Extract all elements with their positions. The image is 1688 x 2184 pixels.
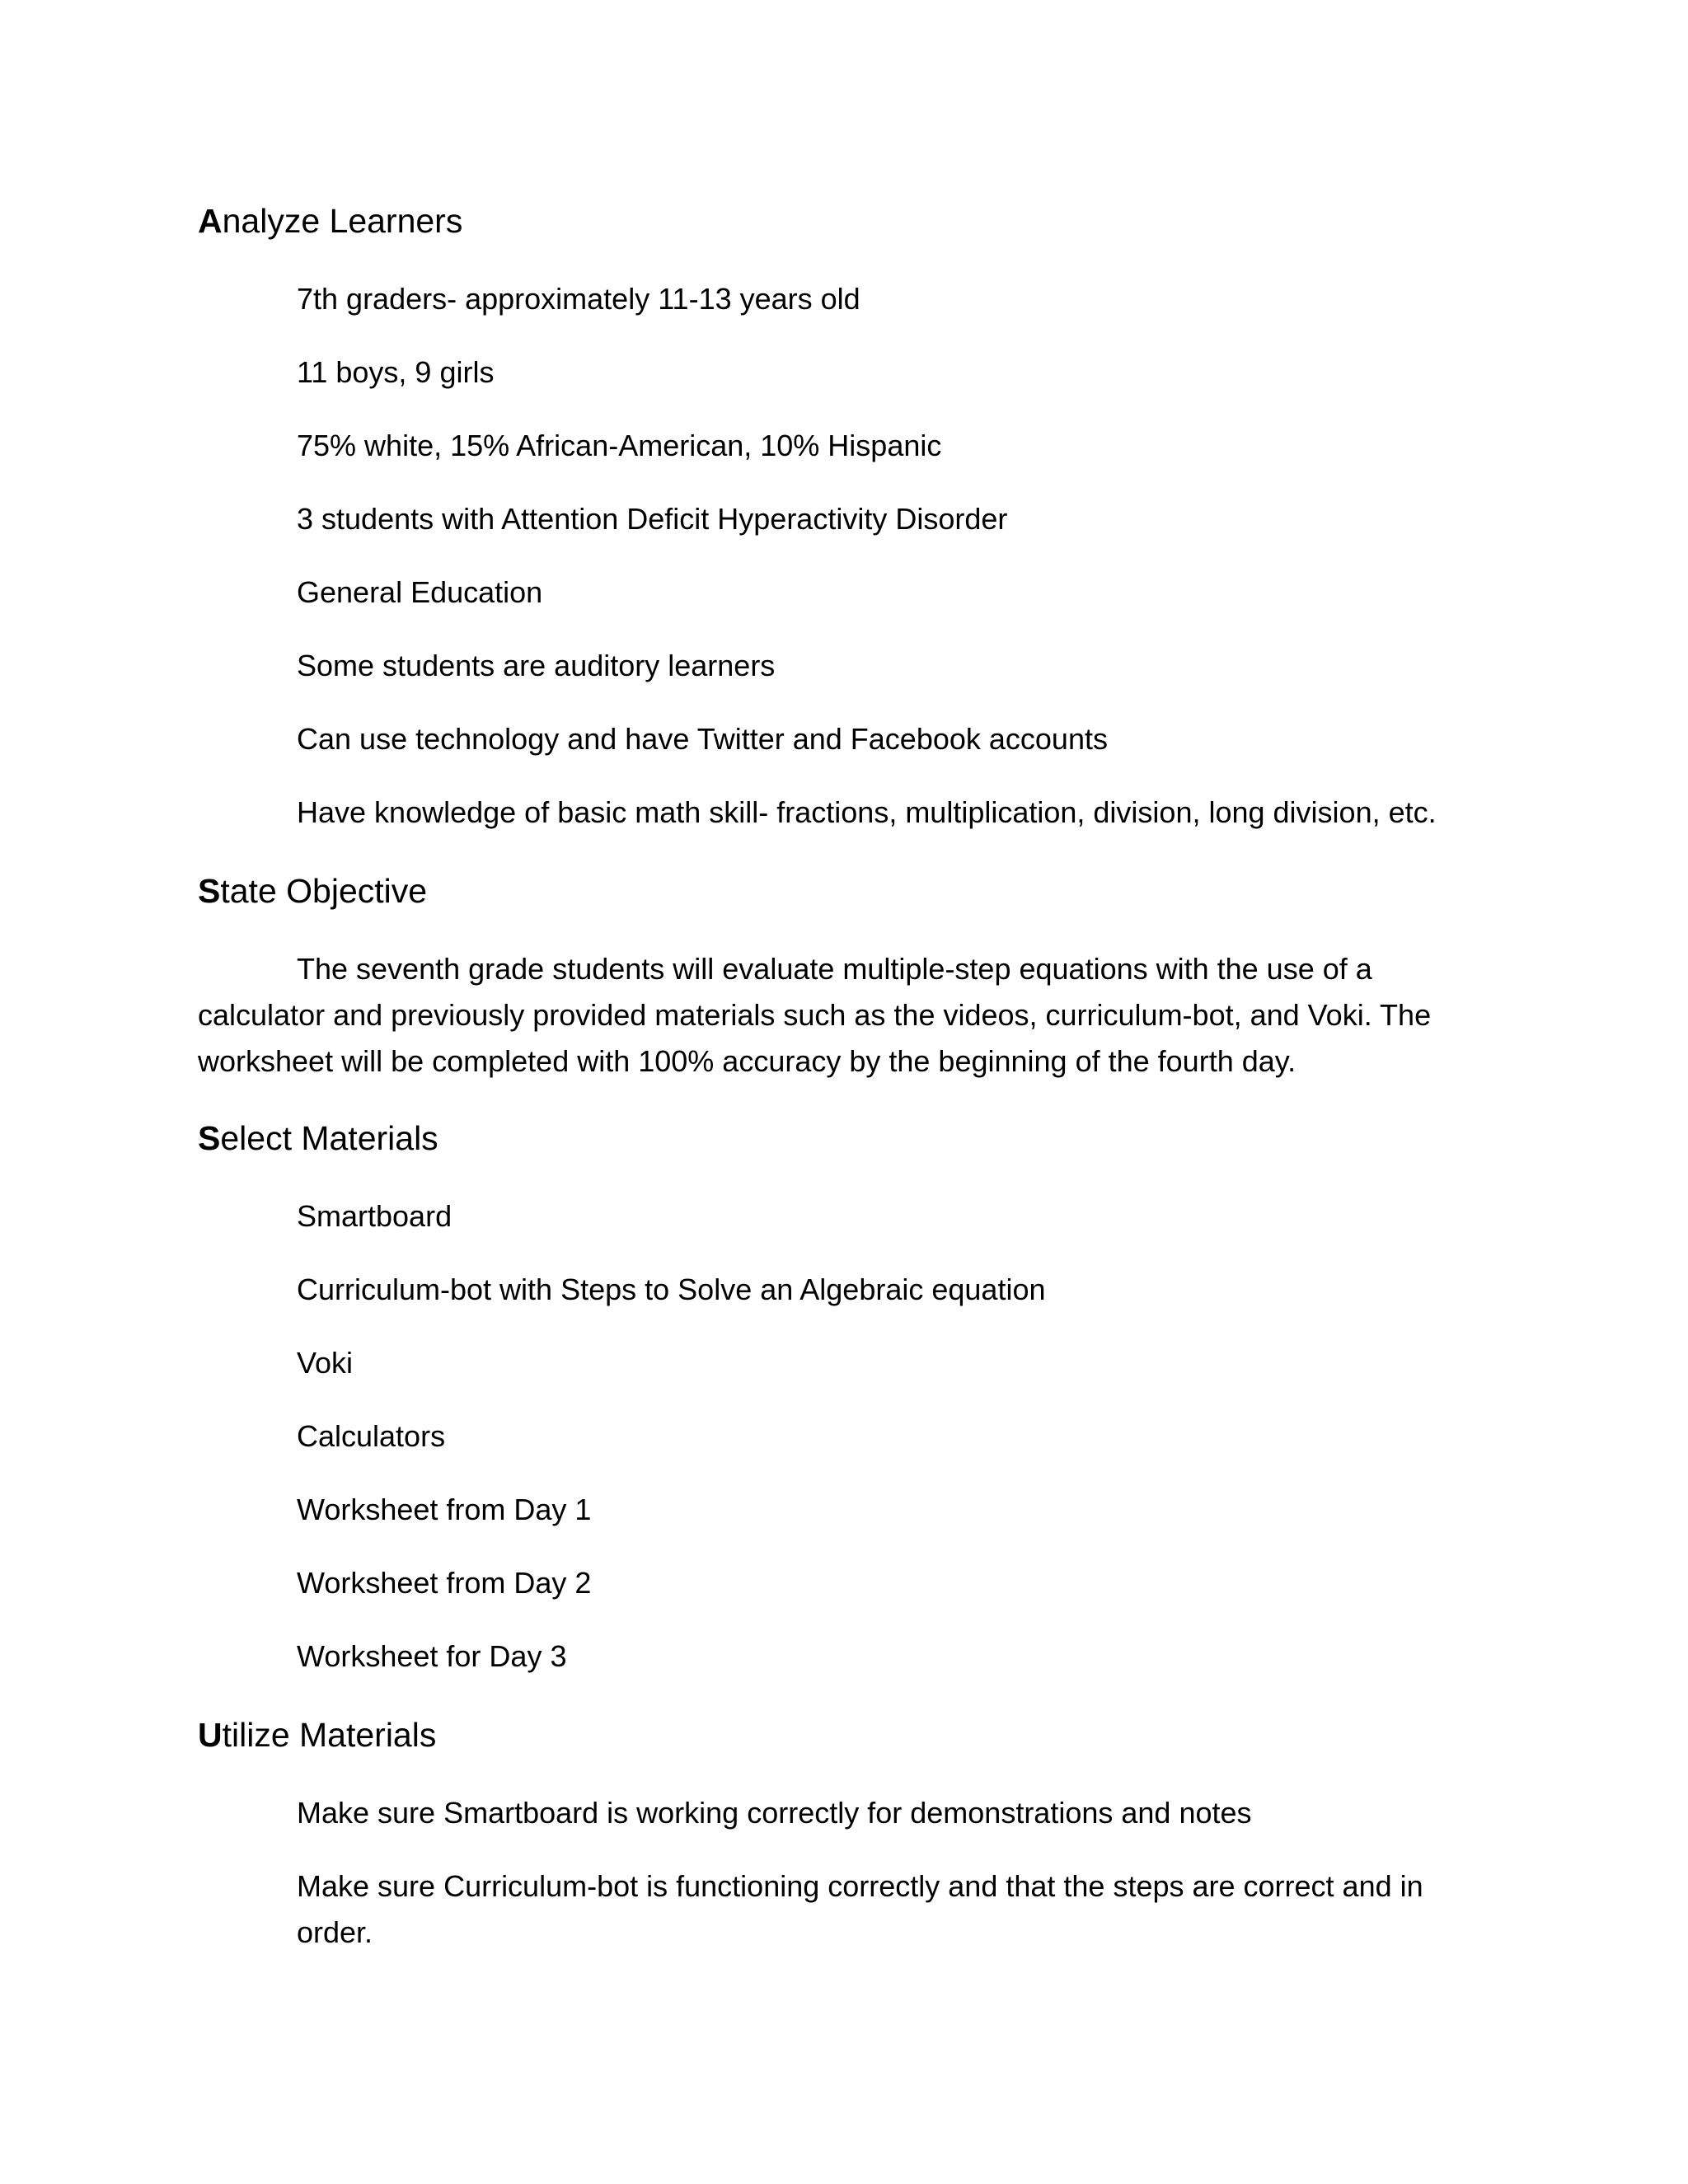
list-item: 7th graders- approximately 11-13 years old xyxy=(297,282,860,316)
list-item: Voki xyxy=(297,1346,354,1380)
heading-rest: elect Materials xyxy=(220,1119,438,1157)
list-item: Worksheet from Day 1 xyxy=(297,1493,592,1526)
list-item: Make sure Smartboard is working correctly for demonstrations and notes xyxy=(297,1796,1252,1830)
list-item: Some students are auditory learners xyxy=(297,649,776,682)
list-item: 11 boys, 9 girls xyxy=(297,355,495,389)
heading-initial: U xyxy=(198,1716,223,1754)
heading-initial: A xyxy=(198,202,223,240)
list-item: 3 students with Attention Deficit Hyperactivity Disorder xyxy=(297,502,1008,536)
list-item: Make sure Curriculum-bot is functioning correctly and that the steps are correct and in order. xyxy=(297,1869,1423,1949)
heading-initial: S xyxy=(198,872,221,910)
list-item: General Education xyxy=(297,575,543,609)
heading-utilize-materials xyxy=(198,1713,436,1756)
heading-rest: nalyze Learners xyxy=(222,202,463,240)
heading-initial: S xyxy=(198,1119,221,1157)
heading-rest: tate Objective xyxy=(220,872,428,910)
heading-state-objective xyxy=(198,869,427,912)
list-item: Smartboard xyxy=(297,1199,452,1233)
list-item: Have knowledge of basic math skill- fractions, multiplication, division, long division, etc. xyxy=(297,795,1437,829)
list-item: Calculators xyxy=(297,1419,446,1453)
heading-analyze-learners xyxy=(198,199,462,242)
heading-select-materials xyxy=(198,1117,438,1160)
list-item: Worksheet for Day 3 xyxy=(297,1639,567,1673)
list-item: Can use technology and have Twitter and Facebook accounts xyxy=(297,722,1108,756)
list-item: Worksheet from Day 2 xyxy=(297,1566,592,1600)
objective-paragraph: The seventh grade students will evaluate multiple-step equations with the use of a calculator and previously provided materials such as the videos, curriculum-bot, and Voki. The worksheet will be completed with 100% accuracy by the beginning of the fourth day. xyxy=(198,952,1432,1078)
heading-rest: tilize Materials xyxy=(222,1716,437,1754)
list-item: Curriculum-bot with Steps to Solve an Algebraic equation xyxy=(297,1272,1046,1306)
list-item: 75% white, 15% African-American, 10% Hispanic xyxy=(297,429,942,462)
